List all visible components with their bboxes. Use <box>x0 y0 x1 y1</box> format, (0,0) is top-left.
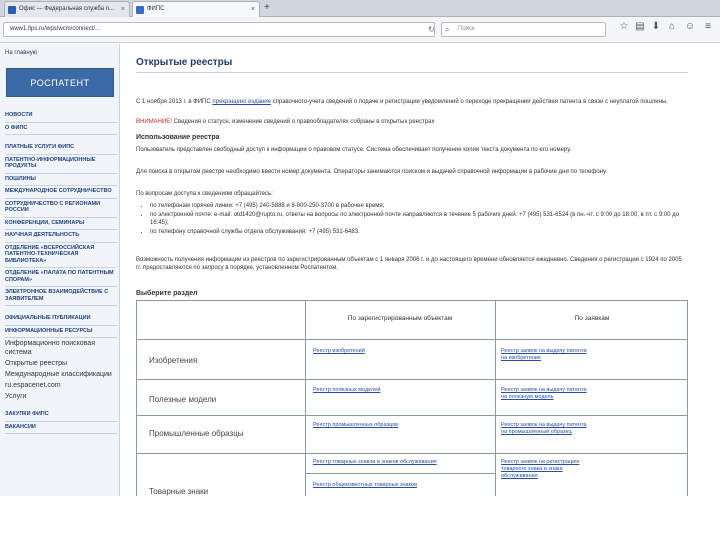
sidebar-item-publications[interactable]: ОФИЦИАЛЬНЫЕ ПУБЛИКАЦИИ <box>5 313 117 326</box>
register-link[interactable]: Реестр полезных моделей <box>313 387 381 393</box>
home-link[interactable]: На главную <box>5 50 38 56</box>
warning-label: ВНИМАНИЕ! <box>136 119 172 125</box>
sidebar-item-info-resources[interactable]: ИНФОРМАЦИОННЫЕ РЕСУРСЫ <box>5 326 117 339</box>
register-link[interactable]: Реестр товарных знаков и знаков обслуживания <box>313 459 437 465</box>
sidebar-item-vacancies[interactable]: ВАКАНСИИ <box>5 422 117 435</box>
applications-link[interactable]: Реестр заявок на выдачу патента на изобретение <box>501 348 587 361</box>
contacts-heading: По вопросам доступа к сведениям обращайтесь: <box>136 191 273 197</box>
tab-label: Офис — Федеральная служба п... <box>19 6 114 12</box>
sidebar-subitem-open-registers[interactable]: Открытые реестры <box>5 360 68 367</box>
intro-paragraph: С 1 ноября 2013 г. в ФИПС прекращено издание справочного-учета сведений о подаче и регистрации уведомлений о переходе прекращении действия патента в связи с неуплатой пошлины. <box>136 99 668 105</box>
sidebar-item-international[interactable]: МЕЖДУНАРОДНОЕ СОТРУДНИЧЕСТВО <box>5 186 117 199</box>
contact-item: • по телефону справочной службы отдела обслуживания: +7 (495) 531-6483. <box>150 228 690 236</box>
search-input[interactable] <box>441 22 606 37</box>
registers-table-grid <box>136 300 688 496</box>
title-divider <box>136 72 688 73</box>
applications-link[interactable]: Реестр заявок на выдачу патента на полезную модель <box>501 387 587 400</box>
url-text: www1.fips.ru/wps/wcm/connect/... <box>10 26 101 32</box>
sidebar-subitem-classifications[interactable]: Международные классификации <box>5 371 112 378</box>
tab-close-icon[interactable]: × <box>250 6 255 13</box>
sidebar-item-e-interaction[interactable]: ЭЛЕКТРОННОЕ ВЗАИМОДЕЙСТВИЕ С ЗАЯВИТЕЛЕМ <box>5 287 117 306</box>
home-icon[interactable]: ⌂ <box>668 21 676 32</box>
reading-list-icon[interactable]: ▤ <box>635 21 645 32</box>
address-bar[interactable] <box>3 22 435 37</box>
warning-paragraph: ВНИМАНИЕ! Сведения о статусе, изменение сведений о правообладателях собраны в открытых реестрах <box>136 119 435 125</box>
smiley-icon[interactable]: ☺ <box>684 21 696 32</box>
search-icon: ⌕ <box>445 25 450 34</box>
search-placeholder: Поиск <box>458 26 475 32</box>
row-name: Полезные модели <box>149 395 217 404</box>
tab-label: ФИПС <box>147 6 165 12</box>
row-name: Изобретения <box>149 356 198 365</box>
column-header-registered: По зарегистрированным объектам <box>309 315 491 322</box>
search-paragraph: Для поиска в открытом реестре необходимо ввести номер документа. Операторы занимаются поиском и выдачей справочной информации в рабочие дни по телефону. <box>136 169 608 175</box>
usage-heading: Использование реестра <box>136 134 220 141</box>
sidebar-subitem-search-system[interactable]: Информационно поисковая система <box>5 340 95 356</box>
sidebar-item-conferences[interactable]: КОНФЕРЕНЦИИ, СЕМИНАРЫ <box>5 218 117 231</box>
sidebar-item-chamber[interactable]: ОТДЕЛЕНИЕ «ПАЛАТА ПО ПАТЕНТНЫМ СПОРАМ» <box>5 268 117 287</box>
favicon-icon <box>136 6 144 14</box>
usage-paragraph: Пользователь представлен свободный доступ к информации о правовом статусе. Система обеспечивает получение копии текста документа по его номеру. <box>136 147 572 153</box>
page-title: Открытые реестры <box>136 57 233 68</box>
row-name: Промышленные образцы <box>149 429 244 438</box>
sidebar-item-about[interactable]: О ФИПС <box>5 123 117 136</box>
nav-toolbar <box>0 17 720 43</box>
tab-close-icon[interactable]: × <box>120 6 125 13</box>
tab-first[interactable] <box>4 1 130 17</box>
sidebar <box>0 44 120 496</box>
register-link[interactable]: Реестр общеизвестных товарных знаков <box>313 482 418 488</box>
select-section-heading: Выберите раздел <box>136 290 198 297</box>
sidebar-item-procurement[interactable]: ЗАКУПКИ ФИПС <box>5 409 117 422</box>
sidebar-item-paid-services[interactable]: ПЛАТНЫЕ УСЛУГИ ФИПС <box>5 142 117 155</box>
register-link[interactable]: Реестр промышленных образцов <box>313 422 399 428</box>
row-name: Товарные знаки <box>149 487 209 496</box>
register-link[interactable]: Реестр изобретений <box>313 348 365 354</box>
sidebar-item-fees[interactable]: ПОШЛИНЫ <box>5 174 117 187</box>
availability-paragraph: Возможность получения информации из реестров по зарегистрированным объектам с 1 января 2006 г. и до настоящего времени обновляется ежедневно. Сведения о регистрации с 1924 по 2005 гг. предоставляются по запросу в порядке, установленном Роспатентом. <box>136 257 682 271</box>
favicon-icon <box>8 6 16 14</box>
web-page <box>0 44 720 496</box>
contact-item: • по электронной почте: e-mail: otd1420@rupto.ru, ответы на вопросы по электронной почте направляются в течение 5 рабочих дней: +7 (495) 531-6524 (в пн.-чт. с 9:00 до 18:00, в пт. с 9:00 до 16:45); <box>150 211 690 227</box>
intro-link[interactable]: прекращено издание <box>212 99 271 105</box>
sidebar-subitem-services[interactable]: Услуги <box>5 393 27 400</box>
applications-link[interactable]: Реестр заявок на выдачу патента на промышленный образец <box>501 422 587 435</box>
contact-item: • по телефонам горячей линии: +7 (495) 240-5888 и 8-800-250-3700 в рабочее время; <box>150 202 690 210</box>
main-content <box>136 44 692 496</box>
applications-link[interactable]: Реестр заявок на регистрацию товарного знака и знака обслуживания <box>501 459 580 479</box>
sidebar-item-library[interactable]: ОТДЕЛЕНИЕ «ВСЕРОССИЙСКАЯ ПАТЕНТНО-ТЕХНИЧЕСКАЯ БИБЛИОТЕКА» <box>5 243 117 269</box>
contacts-list <box>150 202 690 237</box>
rospatent-logo[interactable]: РОСПАТЕНТ <box>6 68 114 97</box>
reload-icon[interactable]: ↻ <box>428 25 435 34</box>
download-icon[interactable]: ⬇ <box>651 21 661 32</box>
column-header-applications: По заявкам <box>499 315 685 322</box>
sidebar-item-science[interactable]: НАУЧНАЯ ДЕЯТЕЛЬНОСТЬ <box>5 230 117 243</box>
sidebar-nav <box>5 110 117 434</box>
sidebar-item-regions[interactable]: СОТРУДНИЧЕСТВО С РЕГИОНАМИ РОССИИ <box>5 199 117 218</box>
sidebar-item-news[interactable]: НОВОСТИ <box>5 110 117 123</box>
tab-bar <box>0 0 720 17</box>
new-tab-button[interactable]: + <box>264 2 270 13</box>
menu-icon[interactable]: ≡ <box>705 21 711 32</box>
star-icon[interactable]: ☆ <box>619 21 629 32</box>
tab-active[interactable] <box>132 1 260 17</box>
sidebar-item-info-products[interactable]: ПАТЕНТНО-ИНФОРМАЦИОННЫЕ ПРОДУКТЫ <box>5 155 117 174</box>
sidebar-subitem-espacenet[interactable]: ru.espacenet.com <box>5 382 61 389</box>
